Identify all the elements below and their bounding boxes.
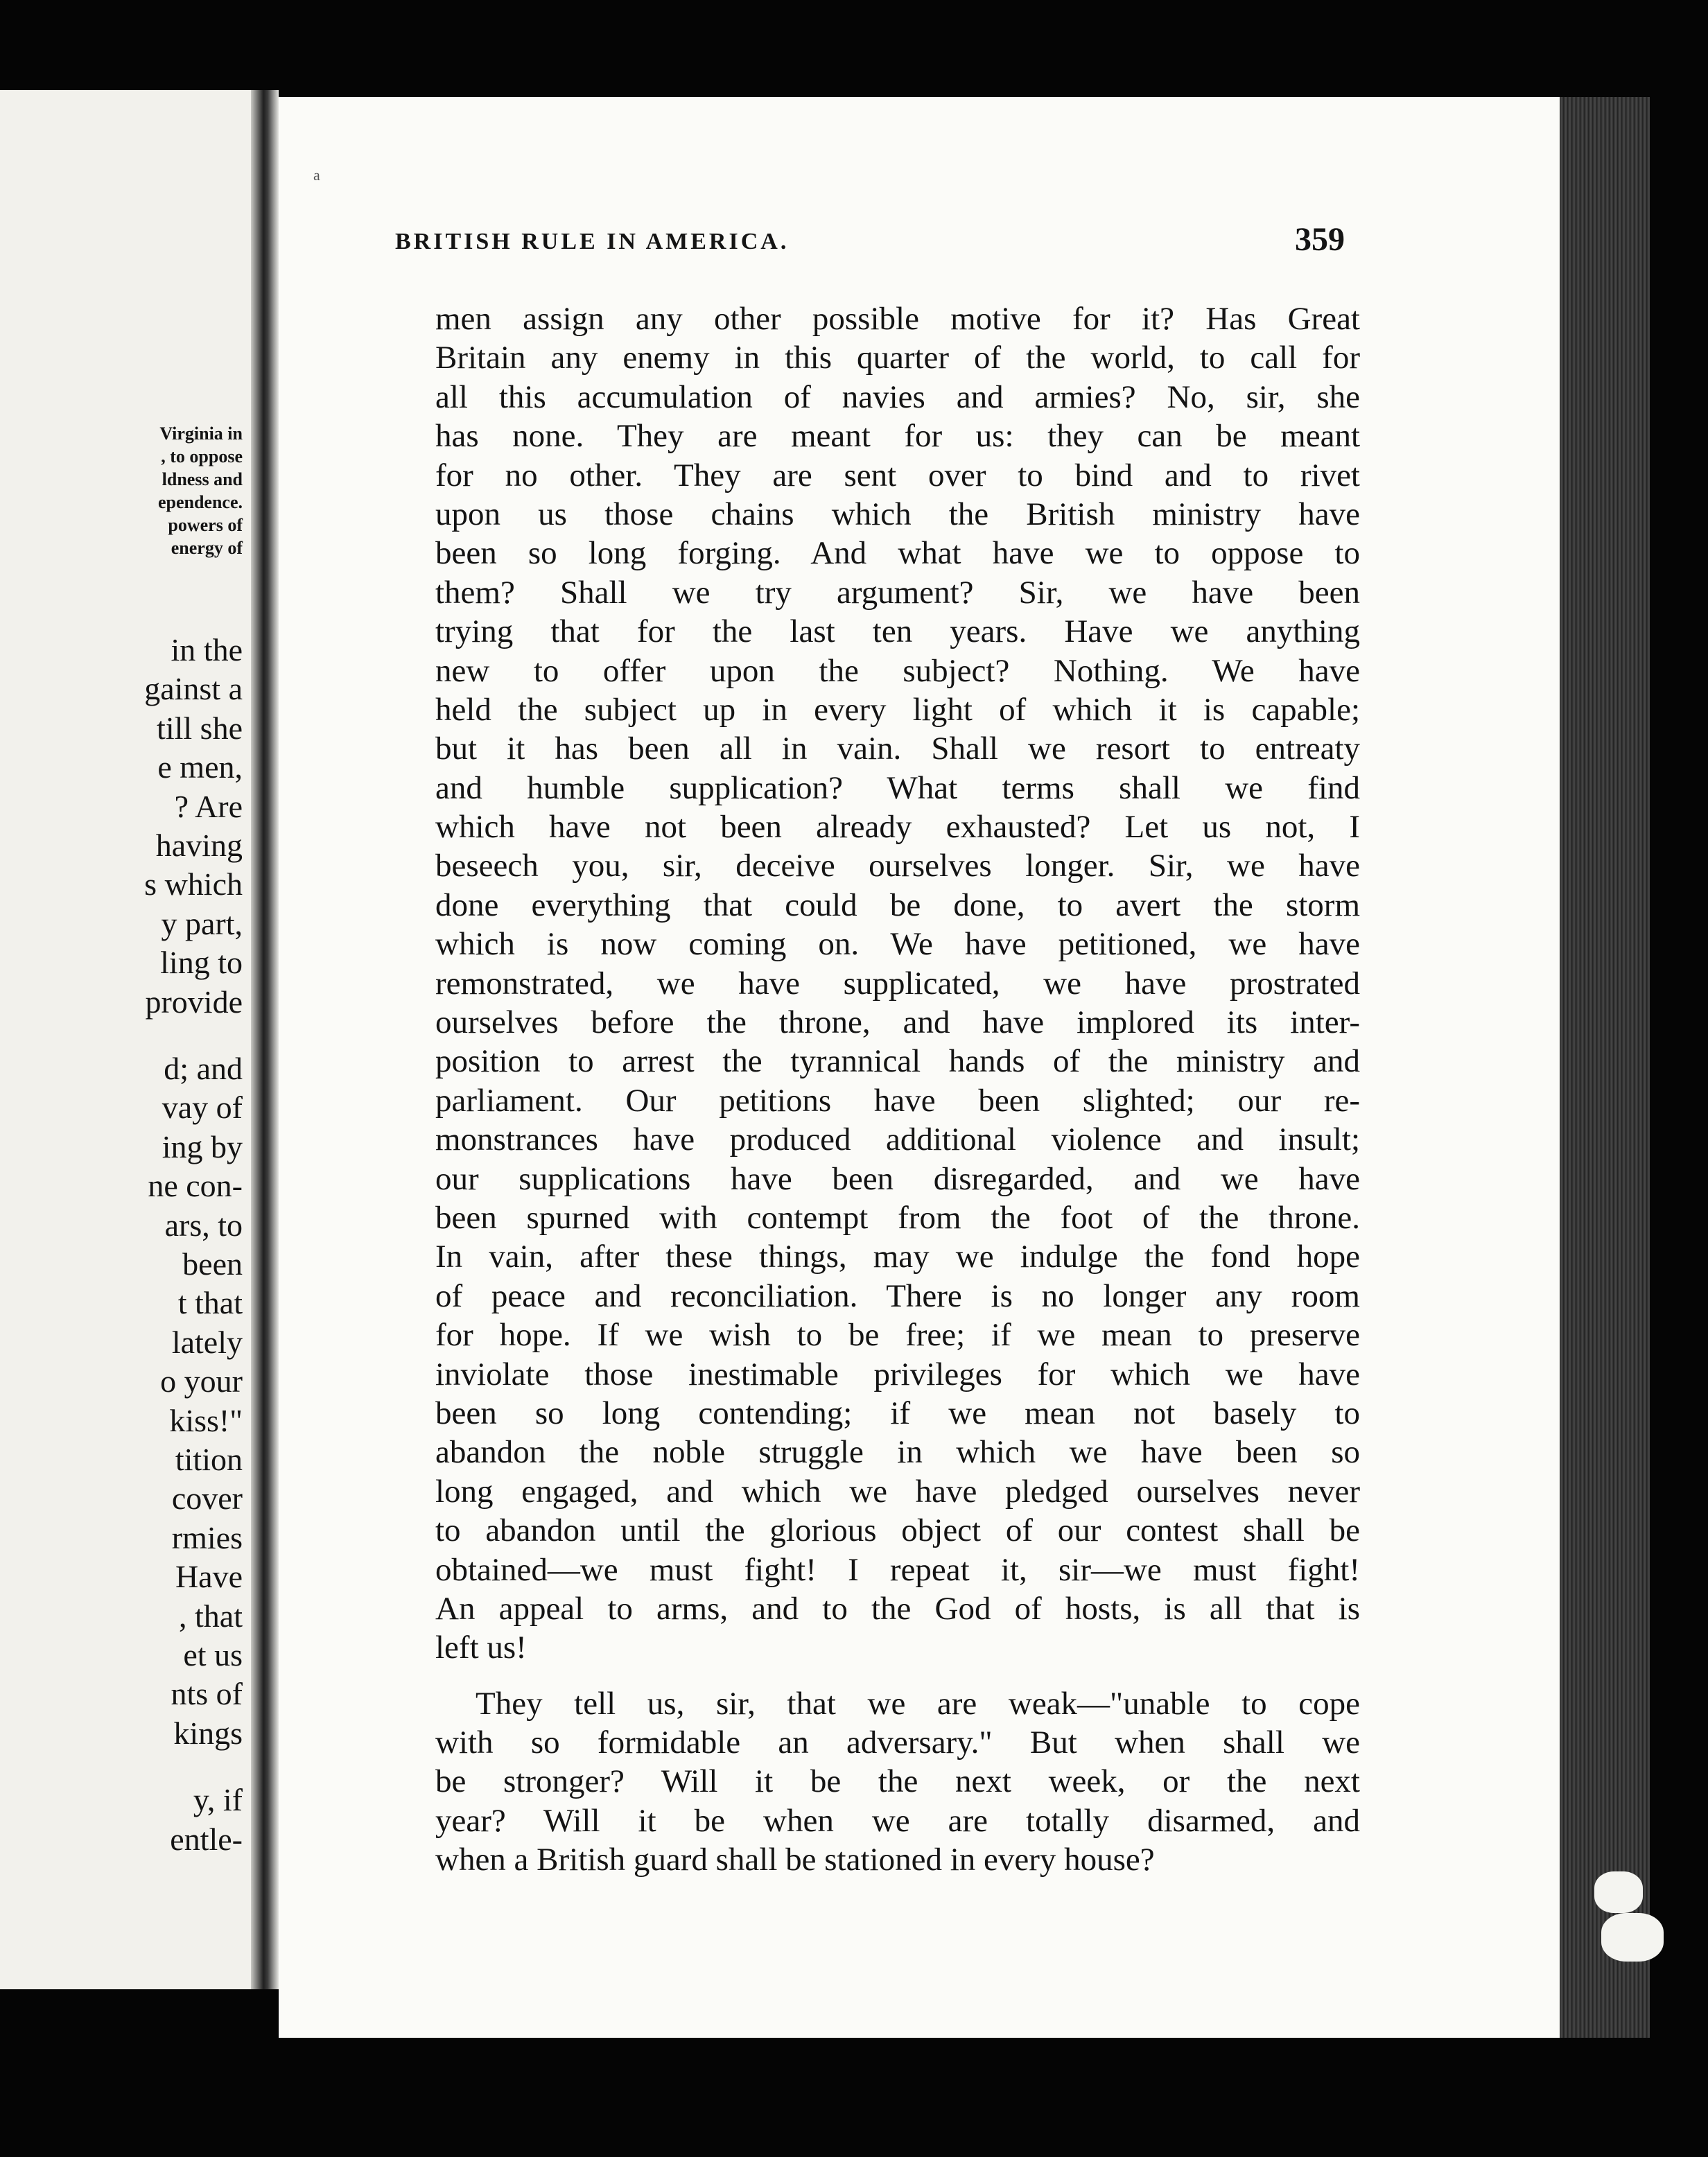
book-gutter	[251, 90, 279, 1989]
text-line-fragment: in the	[171, 632, 243, 667]
text-line: obtained—we must fight! I repeat it, sir—we must fight!	[435, 1551, 1360, 1588]
text-line: year? Will it be when we are totally disarmed, and	[435, 1802, 1360, 1839]
text-line-fragment: ne con-	[148, 1168, 243, 1204]
page-number: 359	[1295, 221, 1345, 258]
text-line-fragment: o your	[160, 1363, 243, 1399]
text-line: An appeal to arms, and to the God of hosts, is all that is	[435, 1590, 1360, 1627]
text-line: for hope. If we wish to be free; if we mean to preserve	[435, 1317, 1360, 1354]
paper-blemish	[1601, 1913, 1664, 1962]
text-line-fragment: been	[182, 1246, 243, 1282]
text-line-fragment: d; and	[164, 1051, 243, 1086]
text-line-fragment: y part,	[161, 905, 243, 941]
text-line-fragment: nts of	[171, 1676, 243, 1712]
paper-blemish	[1594, 1871, 1643, 1913]
text-line-fragment: ars, to	[164, 1207, 243, 1243]
text-line: Britain any enemy in this quarter of the world, to call for	[435, 340, 1360, 376]
text-line-fragment: having	[155, 828, 243, 863]
text-line: them? Shall we try argument? Sir, we have been	[435, 574, 1360, 611]
sidenote-line: powers of	[168, 515, 243, 535]
text-line: been so long contending; if we mean not basely to	[435, 1395, 1360, 1431]
running-head: BRITISH RULE IN AMERICA.	[395, 229, 790, 254]
text-line: long engaged, and which we have pledged ourselves never	[435, 1473, 1360, 1510]
text-line-fragment: kings	[173, 1715, 243, 1751]
text-line: beseech you, sir, deceive ourselves longer. Sir, we have	[435, 848, 1360, 884]
page-edges	[1560, 97, 1650, 2038]
text-line: has none. They are meant for us: they can be meant	[435, 418, 1360, 455]
text-line: all this accumulation of navies and armies? No, sir, she	[435, 378, 1360, 415]
text-line: held the subject up in every light of which it is capable;	[435, 691, 1360, 728]
text-line: remonstrated, we have supplicated, we have prostrated	[435, 965, 1360, 1002]
text-line: men assign any other possible motive for it? Has Great	[435, 301, 1360, 337]
text-line-fragment: , that	[179, 1598, 243, 1634]
text-line: position to arrest the tyrannical hands of the ministry and	[435, 1043, 1360, 1080]
body-text	[435, 299, 1360, 1880]
text-line-fragment: ? Are	[174, 788, 243, 824]
text-line: monstrances have produced additional violence and insult;	[435, 1121, 1360, 1158]
text-line: done everything that could be done, to avert the storm	[435, 887, 1360, 923]
text-line-fragment: t that	[177, 1285, 243, 1321]
text-line: for no other. They are sent over to bind and to rivet	[435, 457, 1360, 494]
text-line-fragment: entle-	[170, 1821, 243, 1857]
text-line: been spurned with contempt from the foot of the throne.	[435, 1199, 1360, 1236]
sidenote-line: energy of	[171, 538, 243, 558]
text-line-fragment: y, if	[193, 1782, 243, 1818]
text-line-fragment: rmies	[171, 1519, 243, 1555]
text-line-fragment: lately	[171, 1324, 243, 1360]
text-line: In vain, after these things, may we indulge the fond hope	[435, 1239, 1360, 1275]
text-line: upon us those chains which the British ministry have	[435, 496, 1360, 532]
text-line: been so long forging. And what have we to oppose to	[435, 535, 1360, 572]
text-line: and humble supplication? What terms shall we find	[435, 769, 1360, 806]
text-line-fragment: Have	[175, 1559, 243, 1595]
text-line: our supplications have been disregarded, and we have	[435, 1160, 1360, 1197]
text-line: They tell us, sir, that we are weak—"unable to cope	[476, 1685, 1360, 1722]
text-line-fragment: provide	[145, 984, 243, 1020]
stray-mark: a	[313, 166, 320, 184]
sidenote-line: ependence.	[157, 492, 243, 512]
text-line-fragment: s which	[144, 866, 243, 902]
text-line: with so formidable an adversary." But when shall we	[435, 1724, 1360, 1761]
sidenote-line: , to oppose	[161, 446, 243, 466]
text-line-fragment: cover	[171, 1481, 243, 1517]
text-line: abandon the noble struggle in which we have been so	[435, 1434, 1360, 1471]
text-line-fragment: tition	[175, 1442, 243, 1477]
text-line: which have not been already exhausted? Let us not, I	[435, 809, 1360, 846]
text-line: when a British guard shall be stationed in every house?	[435, 1842, 1155, 1878]
paragraph	[435, 1684, 1360, 1880]
text-line-fragment: et us	[183, 1637, 243, 1673]
text-line-fragment: ling to	[160, 945, 243, 981]
text-line: inviolate those inestimable privileges for which we have	[435, 1356, 1360, 1392]
text-line: left us!	[435, 1630, 527, 1666]
sidenote-line: Virginia in	[159, 423, 243, 444]
text-line: be stronger? Will it be the next week, or the next	[435, 1763, 1360, 1800]
text-line: ourselves before the throne, and have implored its inter-	[435, 1004, 1360, 1041]
paragraph	[435, 299, 1360, 1668]
text-line: but it has been all in vain. Shall we resort to entreaty	[435, 731, 1360, 767]
text-line: parliament. Our petitions have been slighted; our re-	[435, 1082, 1360, 1119]
text-line: of peace and reconciliation. There is no longer any room	[435, 1277, 1360, 1314]
text-line-fragment: till she	[157, 710, 243, 746]
left-page	[0, 90, 251, 1989]
text-line: new to offer upon the subject? Nothing. We have	[435, 652, 1360, 689]
text-line-fragment: e men,	[157, 749, 243, 785]
text-line: to abandon until the glorious object of our contest shall be	[435, 1512, 1360, 1549]
text-line: which is now coming on. We have petitioned, we have	[435, 926, 1360, 963]
text-line-fragment: ing by	[162, 1128, 243, 1164]
sidenote-line: ldness and	[162, 469, 243, 489]
text-line-fragment: kiss!"	[169, 1402, 243, 1438]
text-line: trying that for the last ten years. Have we anything	[435, 613, 1360, 650]
text-line-fragment: gainst a	[144, 671, 243, 707]
text-line-fragment: vay of	[162, 1090, 243, 1126]
